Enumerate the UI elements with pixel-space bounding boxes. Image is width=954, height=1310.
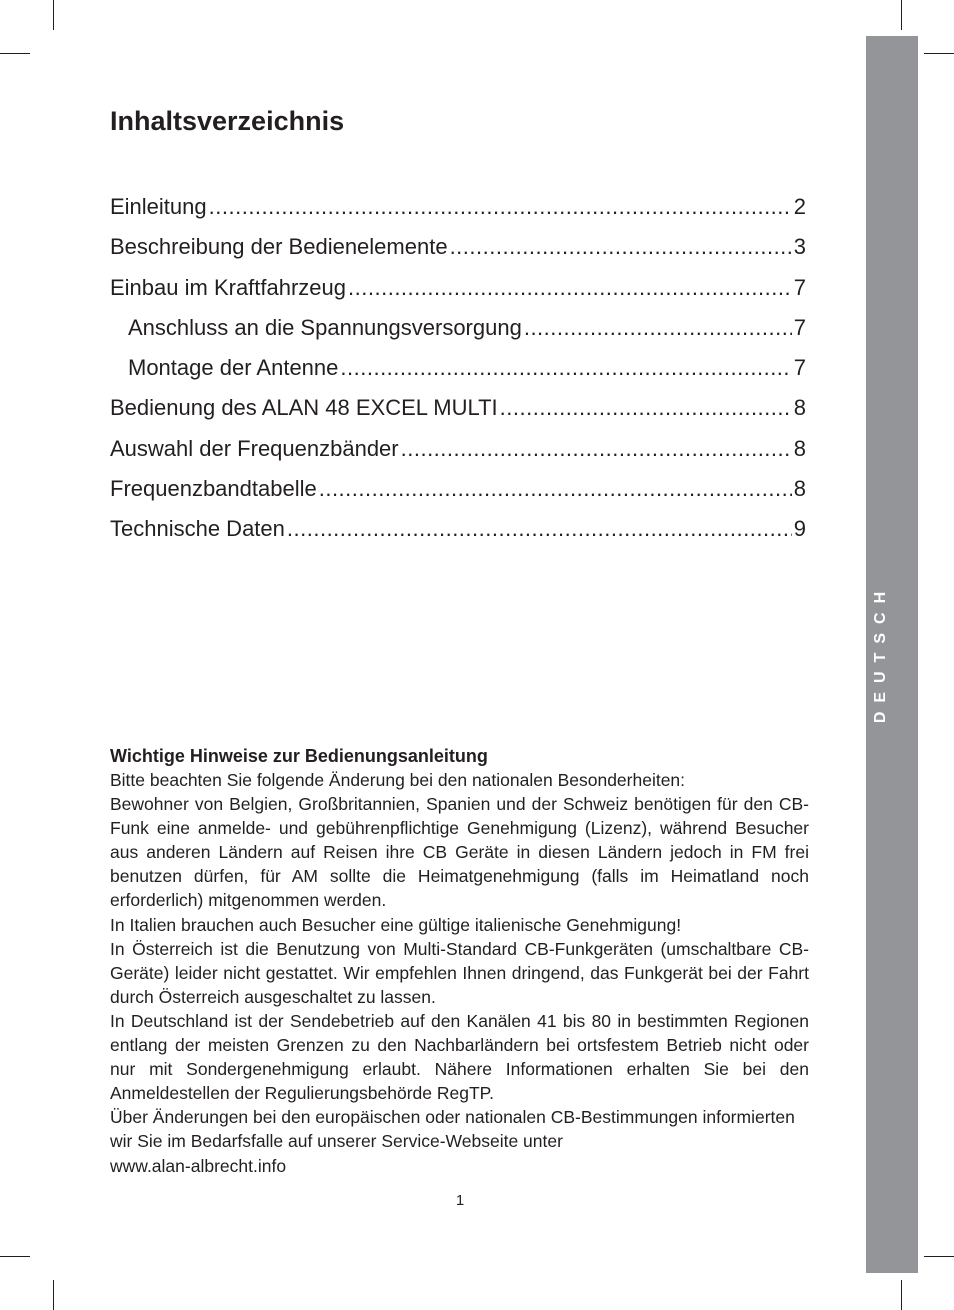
crop-mark [901,0,902,30]
notes-paragraph: In Italien brauchen auch Besucher eine gültige italienische Genehmigung! [110,914,682,935]
toc-entry-page: 9 [793,516,806,542]
toc-entry[interactable] [110,233,806,273]
toc-entry-page: 3 [793,234,806,260]
toc-entry-page: 8 [793,395,806,421]
toc-entry[interactable] [110,394,806,434]
page-number: 1 [455,1192,465,1209]
crop-mark [0,53,30,54]
toc-entry-page: 7 [793,355,806,381]
toc-leader-dots [209,193,792,221]
crop-mark [924,1256,954,1257]
toc-leader-dots [524,314,792,342]
table-of-contents [110,193,806,556]
toc-entry-label: Frequenzbandtabelle [110,476,317,502]
toc-entry-page: 2 [793,194,806,219]
notes-paragraph: Über Änderungen bei den europäischen oder nationalen CB-Bestimmungen informierten wir Sie im Bedarfsfalle auf unserer Service-Webseite unter [110,1107,795,1152]
notes-paragraph: In Deutschland ist der Sendebetrieb auf den Kanälen 41 bis 80 in bestimmten Regionen entlang der meisten Grenzen zu den Nachbarländern bei ortsfestem Betrieb nicht oder nur mit Sondergenehmigung erlaubt. Nähere Informationen erhalten Sie bei den Anmeldestellen der Regulierungsbehörde RegTP. [110,1010,809,1104]
toc-entry-label: Technische Daten [110,516,285,542]
toc-entry-label: Auswahl der Frequenzbänder [110,435,399,461]
toc-entry-label: Einleitung [110,194,207,219]
toc-leader-dots [340,354,791,382]
toc-entry-label: Anschluss an die Spannungsversorgung [128,314,522,340]
toc-entry[interactable] [110,515,806,555]
toc-entry[interactable] [110,314,806,354]
toc-entry[interactable] [110,193,806,233]
toc-leader-dots [319,475,792,503]
toc-leader-dots [500,394,792,422]
crop-mark [53,1280,54,1310]
notes-paragraph: Bitte beachten Sie folgende Änderung bei den nationalen Besonderheiten: [110,770,686,790]
crop-mark [53,0,54,30]
toc-entry[interactable] [110,274,806,314]
toc-entry-page: 7 [793,274,806,300]
notes-paragraph: In Österreich ist die Benutzung von Multi-Standard CB-Funkgeräten (umschaltbare CB-Geräte) leider nicht gestattet. Wir empfehlen Ihnen dringend, das Funkgerät bei der Fahrt durch Österreich ausgeschaltet zu lassen. [110,938,809,1007]
language-tab-label: DEUTSCH [872,582,889,724]
toc-entry-page: 8 [793,476,806,502]
toc-entry-label: Bedienung des ALAN 48 EXCEL MULTI [110,395,498,421]
toc-entry-page: 8 [793,435,806,461]
toc-entry-page: 7 [793,314,806,340]
toc-entry-label: Montage der Antenne [128,355,339,381]
website-link: www.alan-albrecht.info [110,1155,287,1176]
notes-section [110,744,809,1178]
toc-leader-dots [450,233,792,261]
notes-paragraph: Bewohner von Belgien, Großbritannien, Spanien und der Schweiz benötigen für den CB-Funk eine anmelde- und gebührenpflichtige Genehmigung (Lizenz), während Besucher aus anderen Ländern auf Reisen ihre CB Geräte in diesen Ländern jedoch in FM frei benutzen dürfen, für AM sollte die Heimatgenehmigung (falls im Heimatland noch erforderlich) mitgenommen werden. [110,794,809,911]
toc-entry[interactable] [110,475,806,515]
page-title: Inhaltsverzeichnis [110,106,345,136]
toc-entry[interactable] [110,354,806,394]
crop-mark [901,1280,902,1310]
toc-entry-label: Beschreibung der Bedienelemente [110,234,448,260]
crop-mark [924,53,954,54]
toc-entry[interactable] [110,435,806,475]
notes-heading: Wichtige Hinweise zur Bedienungsanleitung [110,746,488,766]
toc-entry-label: Einbau im Kraftfahrzeug [110,274,347,300]
crop-mark [0,1256,30,1257]
toc-leader-dots [287,515,792,543]
toc-leader-dots [401,435,792,463]
toc-leader-dots [348,274,792,302]
